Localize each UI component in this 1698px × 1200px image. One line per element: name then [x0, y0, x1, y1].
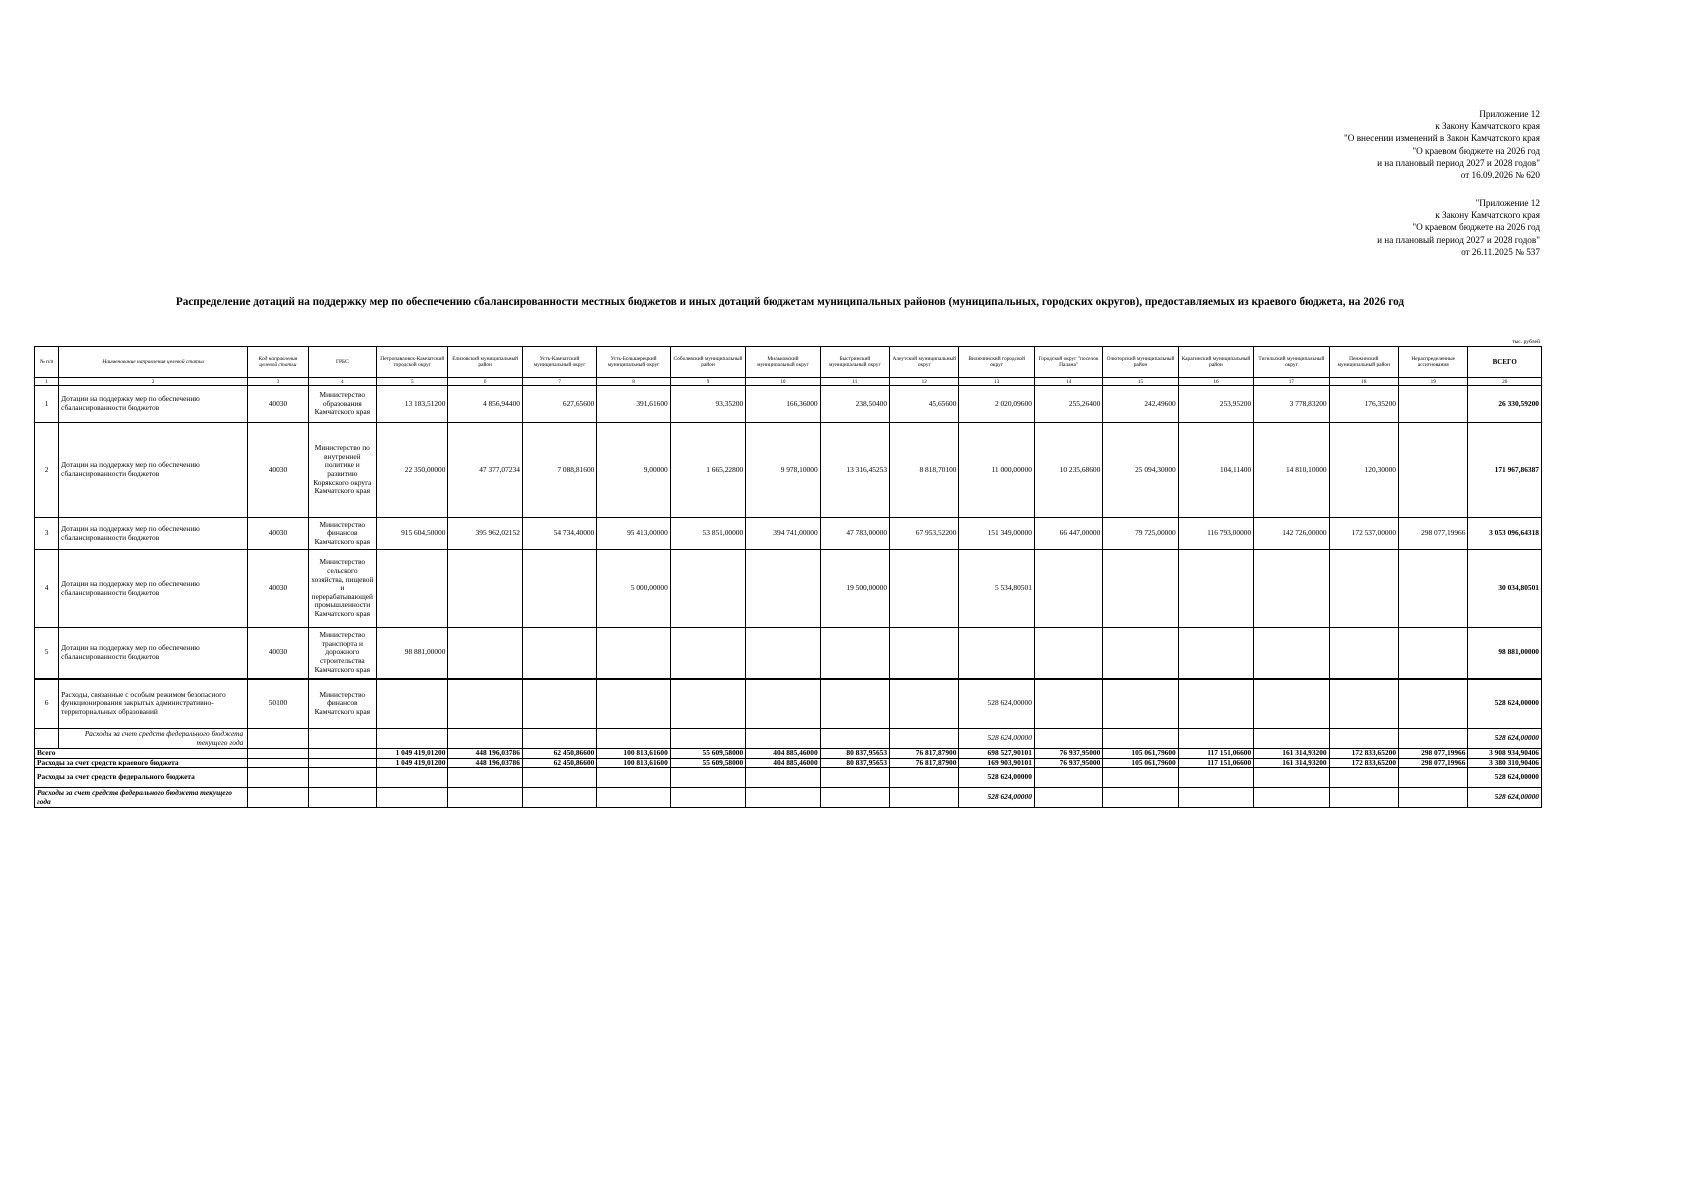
value-cell: 161 314,93200: [1254, 749, 1329, 759]
header-cell: Олюторский муниципальный район: [1103, 347, 1178, 378]
value-cell: [820, 788, 889, 808]
value-cell: [1399, 386, 1468, 423]
value-cell: 166,36000: [746, 386, 820, 423]
value-cell: [670, 628, 745, 679]
row-number: 1: [35, 386, 59, 423]
empty-cell: [35, 729, 59, 749]
column-number: 19: [1399, 378, 1468, 386]
value-cell: [1399, 788, 1468, 808]
header-cell: Соболевский муниципальный район: [670, 347, 745, 378]
row-code: 40030: [248, 550, 308, 628]
value-cell: 255,26400: [1034, 386, 1102, 423]
summary-row-total: [35, 749, 1542, 759]
annex-line: "О краевом бюджете на 2026 год: [1412, 222, 1540, 233]
empty-cell: [248, 768, 308, 788]
value-cell: 528 624,00000: [959, 679, 1034, 729]
total-cell: 528 624,00000: [1468, 679, 1542, 729]
value-cell: 394 741,00000: [746, 518, 820, 550]
value-cell: 100 813,61600: [597, 758, 670, 768]
value-cell: 9 978,10000: [746, 423, 820, 518]
row-grbs: Министерство образования Камчатского края: [308, 386, 376, 423]
empty-cell: [248, 758, 308, 768]
value-cell: [1178, 550, 1253, 628]
total-cell: 3 380 310,90406: [1468, 758, 1542, 768]
column-number: 15: [1103, 378, 1178, 386]
value-cell: 1 049 419,01200: [377, 749, 448, 759]
column-number: 17: [1254, 378, 1329, 386]
value-cell: [1329, 768, 1398, 788]
column-number: 16: [1178, 378, 1253, 386]
value-cell: [1034, 788, 1102, 808]
value-cell: [1329, 628, 1398, 679]
value-cell: 528 624,00000: [959, 768, 1034, 788]
value-cell: 100 813,61600: [597, 749, 670, 759]
value-cell: [1103, 788, 1178, 808]
value-cell: [746, 679, 820, 729]
value-cell: [1034, 768, 1102, 788]
value-cell: [1399, 768, 1468, 788]
row-name: Дотации на поддержку мер по обеспечению сбалансированности бюджетов: [59, 423, 248, 518]
row-name: Дотации на поддержку мер по обеспечению сбалансированности бюджетов: [59, 518, 248, 550]
value-cell: [448, 768, 522, 788]
value-cell: 448 196,03786: [448, 758, 522, 768]
column-number: 18: [1329, 378, 1398, 386]
value-cell: [597, 679, 670, 729]
value-cell: [890, 628, 959, 679]
distribution-table: [34, 346, 1542, 808]
value-cell: 55 609,58000: [670, 749, 745, 759]
value-cell: 105 061,79600: [1103, 749, 1178, 759]
value-cell: 66 447,00000: [1034, 518, 1102, 550]
value-cell: 298 077,19966: [1399, 518, 1468, 550]
value-cell: 120,30000: [1329, 423, 1398, 518]
value-cell: 13 316,45253: [820, 423, 889, 518]
value-cell: 298 077,19966: [1399, 749, 1468, 759]
value-cell: 151 349,00000: [959, 518, 1034, 550]
column-number: 9: [670, 378, 745, 386]
value-cell: 161 314,93200: [1254, 758, 1329, 768]
value-cell: [1254, 768, 1329, 788]
value-cell: [1103, 729, 1178, 749]
annex-current-block: [1280, 108, 1540, 181]
value-cell: 528 624,00000: [959, 788, 1034, 808]
value-cell: 10 235,68600: [1034, 423, 1102, 518]
value-cell: [670, 550, 745, 628]
annex-original-block: [1280, 197, 1540, 258]
value-cell: 76 937,95000: [1034, 758, 1102, 768]
row-name: Расходы за счет средств федерального бюджета текущего года: [59, 729, 248, 749]
column-number: 13: [959, 378, 1034, 386]
value-cell: 698 527,90101: [959, 749, 1034, 759]
value-cell: [1399, 423, 1468, 518]
empty-cell: [248, 788, 308, 808]
row-grbs: Министерство финансов Камчатского края: [308, 679, 376, 729]
value-cell: [670, 729, 745, 749]
value-cell: [1034, 679, 1102, 729]
value-cell: 238,50400: [820, 386, 889, 423]
value-cell: 9,00000: [597, 423, 670, 518]
row-name: Дотации на поддержку мер по обеспечению сбалансированности бюджетов: [59, 550, 248, 628]
annex-line: от 16.09.2026 № 620: [1460, 170, 1540, 181]
value-cell: [1178, 628, 1253, 679]
row-grbs: Министерство транспорта и дорожного строительства Камчатского края: [308, 628, 376, 679]
value-cell: 19 500,00000: [820, 550, 889, 628]
header-cell: Мильковский муниципальный округ: [746, 347, 820, 378]
value-cell: 915 604,50000: [377, 518, 448, 550]
table-row: [35, 550, 1542, 628]
value-cell: [448, 788, 522, 808]
value-cell: [597, 768, 670, 788]
value-cell: [522, 628, 596, 679]
value-cell: [597, 788, 670, 808]
value-cell: [1329, 679, 1398, 729]
header-cell: Вилючинский городской округ: [959, 347, 1034, 378]
value-cell: [1254, 729, 1329, 749]
value-cell: [448, 679, 522, 729]
value-cell: 11 000,00000: [959, 423, 1034, 518]
value-cell: [1329, 788, 1398, 808]
header-cell: Карагинский муниципальный район: [1178, 347, 1253, 378]
summary-label: Всего: [35, 749, 248, 759]
table-row: [35, 386, 1542, 423]
row-number: 3: [35, 518, 59, 550]
value-cell: [1254, 679, 1329, 729]
value-cell: [746, 768, 820, 788]
value-cell: [820, 628, 889, 679]
total-cell: 528 624,00000: [1468, 729, 1542, 749]
value-cell: [522, 768, 596, 788]
column-number: 3: [248, 378, 308, 386]
value-cell: [746, 550, 820, 628]
value-cell: [1329, 550, 1398, 628]
header-cell: Алеутский муниципальный округ: [890, 347, 959, 378]
value-cell: [670, 788, 745, 808]
row-name: Дотации на поддержку мер по обеспечению сбалансированности бюджетов: [59, 386, 248, 423]
value-cell: 169 903,90101: [959, 758, 1034, 768]
total-cell: 171 967,86387: [1468, 423, 1542, 518]
header-cell: ВСЕГО: [1468, 347, 1542, 378]
value-cell: [1254, 788, 1329, 808]
value-cell: [746, 628, 820, 679]
header-cell: Петропавловск-Камчатский городской округ: [377, 347, 448, 378]
value-cell: 93,35200: [670, 386, 745, 423]
row-grbs: Министерство по внутренней политике и развитию Корякского округа Камчатского края: [308, 423, 376, 518]
value-cell: 105 061,79600: [1103, 758, 1178, 768]
value-cell: 25 094,30000: [1103, 423, 1178, 518]
value-cell: [377, 729, 448, 749]
header-cell: Быстринский муниципальный округ: [820, 347, 889, 378]
row-grbs: Министерство сельского хозяйства, пищевой и перерабатывающей промышленности Камчатского края: [308, 550, 376, 628]
value-cell: [890, 768, 959, 788]
empty-cell: [308, 729, 376, 749]
column-number: 4: [308, 378, 376, 386]
total-cell: 3 908 934,90406: [1468, 749, 1542, 759]
value-cell: 404 885,46000: [746, 758, 820, 768]
value-cell: [820, 729, 889, 749]
value-cell: 4 856,94400: [448, 386, 522, 423]
row-grbs: Министерство финансов Камчатского края: [308, 518, 376, 550]
column-number: 20: [1468, 378, 1542, 386]
annex-line: и на плановый период 2027 и 2028 годов": [1377, 234, 1540, 245]
annex-line: Приложение 12: [1479, 109, 1540, 119]
row-code: 40030: [248, 628, 308, 679]
value-cell: [1178, 788, 1253, 808]
value-cell: 172 833,65200: [1329, 749, 1398, 759]
row-number: 4: [35, 550, 59, 628]
annex-line: к Закону Камчатского края: [1435, 121, 1540, 132]
value-cell: [1103, 768, 1178, 788]
value-cell: [1399, 729, 1468, 749]
summary-row-federal-current: [35, 788, 1542, 808]
column-number-row: [35, 378, 1542, 386]
row-name: Расходы, связанные с особым режимом безопасного функционирования закрытых административно-территориальных образований: [59, 679, 248, 729]
value-cell: 7 088,81600: [522, 423, 596, 518]
value-cell: 14 810,10000: [1254, 423, 1329, 518]
row-code: 50100: [248, 679, 308, 729]
value-cell: 1 049 419,01200: [377, 758, 448, 768]
row-code: 40030: [248, 518, 308, 550]
empty-cell: [308, 758, 376, 768]
value-cell: [377, 550, 448, 628]
value-cell: [1254, 550, 1329, 628]
value-cell: 395 962,02152: [448, 518, 522, 550]
units-label: тыс. рублей: [1512, 339, 1540, 345]
value-cell: 80 837,95653: [820, 758, 889, 768]
table-row: [35, 628, 1542, 679]
empty-cell: [308, 749, 376, 759]
header-cell: Наименование направления целевой статьи: [59, 347, 248, 378]
value-cell: 172 537,00000: [1329, 518, 1398, 550]
value-cell: [448, 628, 522, 679]
total-cell: 98 881,00000: [1468, 628, 1542, 679]
value-cell: 62 450,86600: [522, 758, 596, 768]
column-number: 8: [597, 378, 670, 386]
value-cell: 5 000,00000: [597, 550, 670, 628]
value-cell: [1034, 628, 1102, 679]
value-cell: 47 783,00000: [820, 518, 889, 550]
column-number: 10: [746, 378, 820, 386]
value-cell: [890, 729, 959, 749]
value-cell: [1399, 628, 1468, 679]
value-cell: [1178, 729, 1253, 749]
value-cell: [746, 788, 820, 808]
column-number: 12: [890, 378, 959, 386]
table-row: [35, 423, 1542, 518]
column-number: 11: [820, 378, 889, 386]
total-cell: 3 053 096,64318: [1468, 518, 1542, 550]
value-cell: [1178, 768, 1253, 788]
table-row: [35, 679, 1542, 729]
value-cell: 253,95200: [1178, 386, 1253, 423]
value-cell: 13 183,51200: [377, 386, 448, 423]
value-cell: [820, 768, 889, 788]
value-cell: [1399, 679, 1468, 729]
header-cell: Городской округ "поселок Палана": [1034, 347, 1102, 378]
value-cell: [522, 788, 596, 808]
value-cell: [448, 550, 522, 628]
value-cell: 45,65600: [890, 386, 959, 423]
value-cell: 3 778,83200: [1254, 386, 1329, 423]
value-cell: [448, 729, 522, 749]
value-cell: [959, 628, 1034, 679]
value-cell: 67 953,52200: [890, 518, 959, 550]
header-cell: Пенжинский муниципальный район: [1329, 347, 1398, 378]
value-cell: 104,11400: [1178, 423, 1253, 518]
value-cell: 242,49600: [1103, 386, 1178, 423]
column-number: 14: [1034, 378, 1102, 386]
annex-line: "Приложение 12: [1475, 198, 1540, 208]
value-cell: 53 851,00000: [670, 518, 745, 550]
value-cell: [1329, 729, 1398, 749]
value-cell: [1103, 550, 1178, 628]
value-cell: [1254, 628, 1329, 679]
value-cell: [597, 729, 670, 749]
header-cell: Нераспределенные ассигнования: [1399, 347, 1468, 378]
value-cell: 1 665,22800: [670, 423, 745, 518]
value-cell: [746, 729, 820, 749]
summary-label: Расходы за счет средств краевого бюджета: [35, 758, 248, 768]
value-cell: 55 609,58000: [670, 758, 745, 768]
value-cell: [522, 729, 596, 749]
value-cell: [377, 679, 448, 729]
annex-line: "О внесении изменений в Закон Камчатского края: [1344, 133, 1540, 144]
header-cell: № п/п: [35, 347, 59, 378]
value-cell: 5 534,80501: [959, 550, 1034, 628]
annex-line: от 26.11.2025 № 537: [1461, 246, 1540, 257]
column-number: 5: [377, 378, 448, 386]
value-cell: 448 196,03786: [448, 749, 522, 759]
value-cell: 176,35200: [1329, 386, 1398, 423]
value-cell: [1034, 550, 1102, 628]
table-row: [35, 518, 1542, 550]
value-cell: [670, 679, 745, 729]
value-cell: 95 413,00000: [597, 518, 670, 550]
value-cell: 47 377,07234: [448, 423, 522, 518]
value-cell: 98 881,00000: [377, 628, 448, 679]
value-cell: [1103, 628, 1178, 679]
row-code: 40030: [248, 386, 308, 423]
value-cell: [890, 679, 959, 729]
column-number: 6: [448, 378, 522, 386]
value-cell: 117 151,06600: [1178, 749, 1253, 759]
value-cell: 76 937,95000: [1034, 749, 1102, 759]
federal-subrow: [35, 729, 1542, 749]
value-cell: 54 734,40000: [522, 518, 596, 550]
header-cell: Тигильский муниципальный округ: [1254, 347, 1329, 378]
summary-row-federal: [35, 768, 1542, 788]
row-code: 40030: [248, 423, 308, 518]
column-number: 1: [35, 378, 59, 386]
value-cell: [890, 788, 959, 808]
annex-line: и на плановый период 2027 и 2028 годов": [1377, 157, 1540, 168]
column-number: 7: [522, 378, 596, 386]
end-mark: .: [1541, 773, 1543, 778]
value-cell: 172 833,65200: [1329, 758, 1398, 768]
value-cell: 8 818,70100: [890, 423, 959, 518]
value-cell: 62 450,86600: [522, 749, 596, 759]
empty-cell: [308, 788, 376, 808]
value-cell: 76 817,87900: [890, 758, 959, 768]
row-name: Дотации на поддержку мер по обеспечению сбалансированности бюджетов: [59, 628, 248, 679]
value-cell: 142 726,00000: [1254, 518, 1329, 550]
value-cell: [1103, 679, 1178, 729]
table-header-row: [35, 347, 1542, 378]
value-cell: [1399, 550, 1468, 628]
value-cell: [597, 628, 670, 679]
annex-line: "О краевом бюджете на 2026 год: [1412, 145, 1540, 156]
value-cell: 627,65600: [522, 386, 596, 423]
summary-label: Расходы за счет средств федерального бюджета текущего года: [35, 788, 248, 808]
total-cell: 30 034,80501: [1468, 550, 1542, 628]
row-number: 6: [35, 679, 59, 729]
value-cell: 298 077,19966: [1399, 758, 1468, 768]
summary-label: Расходы за счет средств федерального бюджета: [35, 768, 248, 788]
header-cell: Усть-Большерецкий муниципальный округ: [597, 347, 670, 378]
value-cell: [1178, 679, 1253, 729]
value-cell: 2 020,09600: [959, 386, 1034, 423]
row-number: 5: [35, 628, 59, 679]
column-number: 2: [59, 378, 248, 386]
value-cell: 76 817,87900: [890, 749, 959, 759]
empty-cell: [248, 749, 308, 759]
header-cell: Код направления целевой статьи: [248, 347, 308, 378]
value-cell: [522, 679, 596, 729]
total-cell: 26 330,59200: [1468, 386, 1542, 423]
value-cell: 404 885,46000: [746, 749, 820, 759]
total-cell: 528 624,00000: [1468, 788, 1542, 808]
document-title: Распределение дотаций на поддержку мер по обеспечению сбалансированности местных бюджетов и иных дотаций бюджетам муниципальных районов (муниципальных, городских округов), предоставляемых из краевого бюджета, на 2026 год: [175, 296, 1405, 308]
value-cell: 22 350,00000: [377, 423, 448, 518]
value-cell: [522, 550, 596, 628]
value-cell: [890, 550, 959, 628]
row-number: 2: [35, 423, 59, 518]
total-cell: 528 624,00000: [1468, 768, 1542, 788]
value-cell: [1034, 729, 1102, 749]
value-cell: [820, 679, 889, 729]
empty-cell: [248, 729, 308, 749]
value-cell: [377, 768, 448, 788]
header-cell: Усть-Камчатский муниципальный округ: [522, 347, 596, 378]
annex-line: к Закону Камчатского края: [1435, 210, 1540, 221]
value-cell: 528 624,00000: [959, 729, 1034, 749]
value-cell: 80 837,95653: [820, 749, 889, 759]
header-cell: ГРБС: [308, 347, 376, 378]
empty-cell: [308, 768, 376, 788]
value-cell: 79 725,00000: [1103, 518, 1178, 550]
value-cell: [377, 788, 448, 808]
header-cell: Елизовский муниципальный район: [448, 347, 522, 378]
summary-row-regional: [35, 758, 1542, 768]
value-cell: 391,61600: [597, 386, 670, 423]
value-cell: [670, 768, 745, 788]
value-cell: 117 151,06600: [1178, 758, 1253, 768]
value-cell: 116 793,00000: [1178, 518, 1253, 550]
